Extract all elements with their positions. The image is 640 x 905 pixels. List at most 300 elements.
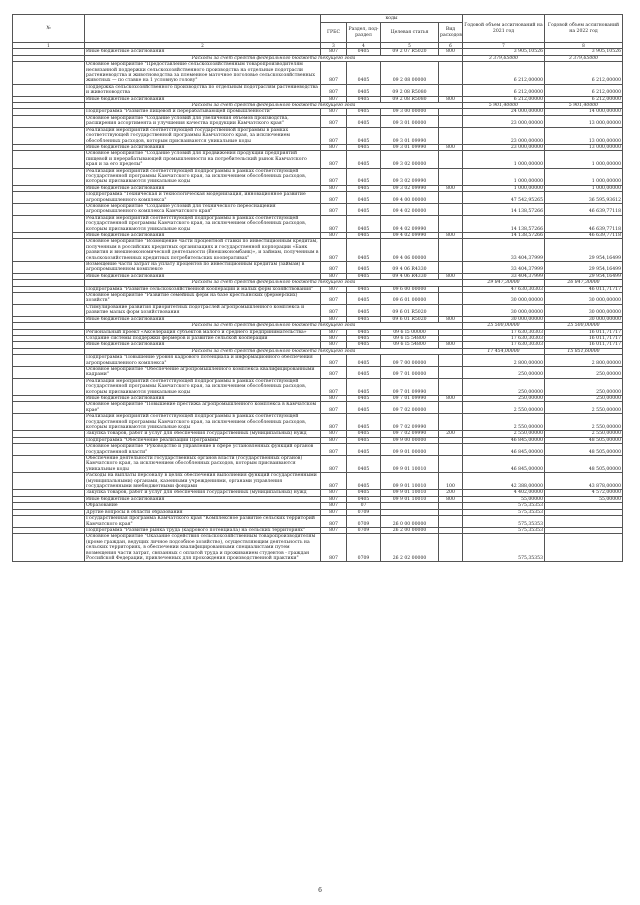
cell-name: Реализация мероприятий соответствующей подпрограммы в рамках соответствующей государственной программы Камчатского края, за исключением обособленных расходов, которым присваиваются уникальные коды [85,168,321,185]
cell-amount-2022: 30 000,00000 [545,304,623,316]
cell-amount-2021: 46 845,00000 [463,437,545,443]
cell-razdel: 0405 [347,402,381,414]
cell-vid [439,534,463,562]
cell-amount-2022: 29 954,16499 [545,262,623,274]
cell-celevaya: 09 2 07 R5020 [381,49,439,55]
cell-amount-2022: 6 212,00000 [545,62,623,85]
cell-razdel: 0405 [347,192,381,204]
cell-razdel: 0405 [347,437,381,443]
cell-subtotal-label: Расходы за счет средств федерального бюджета текущего года [85,323,463,329]
cell-celevaya: 09 9 00 00000 [381,437,439,443]
cell-vid: 800 [439,395,463,401]
cell-razdel: 0405 [347,293,381,305]
cell-name: Возмещение части затрат на уплату процентов по инвестиционным кредитам (займам) в агропромышленном комплексе [85,262,321,274]
cell-celevaya: 09 3 02 09990 [381,185,439,191]
cell-amount-2021: 575,35353 [463,503,545,509]
cell-grbs: 807 [321,62,347,85]
cell-grbs: 807 [321,378,347,395]
cell-num [13,239,85,262]
table-row [13,456,623,473]
cell-amount-2021: 3 379,65000 [463,55,545,61]
cell-num [13,366,85,378]
cell-grbs: 807 [321,503,347,509]
cell-amount-2021: 17 630,30303 [463,335,545,341]
table-row [13,516,623,528]
cell-amount-2021: 30 000,00000 [463,293,545,305]
cell-grbs: 807 [321,395,347,401]
cell-name: Расходы на выплаты персоналу в целях обеспечения выполнения функций государственными (муниципальными) органами, казенными учреждениями, органами управления государственными внебюджетными фондами [85,473,321,490]
cell-razdel: 0405 [347,84,381,96]
cell-vid [439,168,463,185]
cell-vid: 100 [439,473,463,490]
cell-celevaya: 09 7 01 09990 [381,378,439,395]
cell-grbs: 807 [321,402,347,414]
cell-grbs: 807 [321,342,347,348]
cell-celevaya: 09 3 01 00000 [381,115,439,127]
cell-amount-2021: 250,00000 [463,395,545,401]
cell-vid [439,378,463,395]
cell-celevaya: 09 3 01 09990 [381,144,439,150]
cell-grbs: 807 [321,262,347,274]
cell-name: Реализация мероприятий соответствующей подпрограммы в рамках соответствующей государственной программы Камчатского края, за исключением обособленных расходов, которым присваиваются уникальные коды [85,378,321,395]
cell-celevaya: 09 3 00 00000 [381,109,439,115]
cell-amount-2022: 6 212,00000 [545,84,623,96]
cell-amount-2022: 46 639,77118 [545,215,623,232]
cell-celevaya: 09 2 08 R5080 [381,84,439,96]
table-row [13,115,623,127]
cell-amount-2022: 16 011,71717 [545,342,623,348]
cell-amount-2022: 250,00000 [545,378,623,395]
cell-amount-2022: 1 000,00000 [545,168,623,185]
cell-vid: 800 [439,496,463,502]
cell-amount-2021: 1 000,00000 [463,168,545,185]
cell-amount-2022: 13 000,00000 [545,144,623,150]
cell-razdel: 0405 [347,115,381,127]
cell-grbs: 807 [321,316,347,322]
cell-amount-2021: 575,35353 [463,527,545,533]
header-grbs: ГРБС [321,23,347,43]
cell-celevaya: 09 4 02 00000 [381,203,439,215]
cell-celevaya: 26 2 00 00000 [381,527,439,533]
cell-num [13,355,85,367]
cell-amount-2021: 6 212,00000 [463,84,545,96]
cell-celevaya: 09 3 02 09990 [381,168,439,185]
header-celevaya: Целевая статья [381,23,439,43]
cell-name: Создание системы поддержки фермеров и развитие сельской кооперации [85,335,321,341]
table-row [13,378,623,395]
cell-grbs: 807 [321,127,347,144]
cell-amount-2021: 33 404,37999 [463,262,545,274]
cell-razdel: 0405 [347,414,381,431]
cell-razdel: 0405 [347,62,381,85]
cell-name: Образование [85,503,321,509]
budget-table-sheet [12,14,622,562]
cell-amount-2021: 23 000,00000 [463,115,545,127]
cell-vid: 800 [439,49,463,55]
cell-name: Основное мероприятие "Руководство и управление в сфере установленных функций органов государственной власти" [85,444,321,456]
cell-grbs: 807 [321,335,347,341]
cell-vid: 800 [439,273,463,279]
cell-grbs: 807 [321,437,347,443]
table-row [13,168,623,185]
cell-amount-2021: 2 550,00000 [463,414,545,431]
cell-grbs: 807 [321,185,347,191]
cell-num [13,192,85,204]
cell-grbs: 807 [321,516,347,528]
budget-table [12,14,623,562]
cell-celevaya: 09 3 02 00000 [381,151,439,168]
cell-amount-2022: 48 505,00000 [545,437,623,443]
cell-amount-2021: 1 000,00000 [463,151,545,168]
cell-num [13,203,85,215]
cell-grbs: 807 [321,96,347,102]
cell-name: Иные бюджетные ассигнования [85,395,321,401]
cell-razdel: 0405 [347,329,381,335]
col-num: 3 [321,43,347,49]
cell-amount-2022: 15 851,60000 [545,348,623,354]
cell-razdel: 0405 [347,490,381,496]
cell-subtotal-label: Расходы за счет средств федерального бюджета текущего года [85,280,463,286]
col-num: 2 [85,43,321,49]
cell-celevaya: 09 2 08 00000 [381,62,439,85]
cell-name: Иные бюджетные ассигнования [85,273,321,279]
cell-amount-2021: 250,00000 [463,366,545,378]
cell-celevaya: 09 9 01 10010 [381,473,439,490]
col-num: 8 [545,43,623,49]
cell-vid [439,456,463,473]
cell-num [13,456,85,473]
header-vid: Вид расходов [439,23,463,43]
cell-amount-2022: 16 011,71717 [545,335,623,341]
cell-amount-2021: 29 847,30000 [463,280,545,286]
table-row [13,203,623,215]
cell-name: Основное мероприятие "Создание условий для технического переоснащения агропромышленного комплекса Камчатского края" [85,203,321,215]
cell-celevaya: 09 9 01 10010 [381,490,439,496]
cell-name: Реализация мероприятий соответствующей подпрограммы в рамках соответствующей государственной программы Камчатского края, за исключением обособленных расходов, которым присваиваются уникальные коды [85,414,321,431]
cell-razdel: 0405 [347,144,381,150]
cell-razdel: 07 [347,503,381,509]
cell-amount-2022 [545,516,623,528]
cell-name: Подпрограмма "Техническая и технологическая модернизация, инновационное развитие агропромышленного комплекса" [85,192,321,204]
table-row [13,192,623,204]
cell-grbs: 807 [321,49,347,55]
cell-razdel: 0405 [347,127,381,144]
cell-name: Региональный проект «Акселерация субъектов малого и среднего предпринимательства» [85,329,321,335]
cell-grbs: 807 [321,509,347,515]
cell-vid [439,293,463,305]
cell-amount-2022: 14 000,00000 [545,109,623,115]
cell-razdel: 0405 [347,185,381,191]
cell-amount-2022: 30 000,00000 [545,316,623,322]
cell-celevaya: 09 4 06 R4330 [381,262,439,274]
cell-vid: 800 [439,185,463,191]
header-year-2022: Годовой объем ассигнований на 2022 год [545,15,623,43]
cell-celevaya: 09 2 08 R5080 [381,96,439,102]
cell-vid: 800 [439,233,463,239]
cell-amount-2021: 17 630,30303 [463,329,545,335]
cell-razdel: 0709 [347,527,381,533]
cell-grbs: 807 [321,203,347,215]
table-row [13,414,623,431]
cell-vid [439,151,463,168]
header-razdel: Раздел, под-раздел [347,23,381,43]
cell-celevaya: 09 9 01 00000 [381,444,439,456]
table-row [13,355,623,367]
cell-amount-2021: 575,35353 [463,516,545,528]
cell-grbs: 807 [321,192,347,204]
cell-subtotal-label: Расходы за счет средств федерального бюджета текущего года [85,103,463,109]
cell-razdel: 0405 [347,203,381,215]
cell-grbs: 807 [321,496,347,502]
cell-subtotal-label: Расходы за счет средств федерального бюджета текущего года [85,348,463,354]
table-row [13,304,623,316]
cell-num [13,168,85,185]
table-row [13,473,623,490]
cell-name: Основное мероприятие "Создание условий для продвижения продукции предприятий пищевой и перерабатывающей промышленности на потребительский рынок Камчатского края и за его пределы" [85,151,321,168]
cell-amount-2022: 2 800,00000 [545,355,623,367]
cell-num [13,473,85,490]
cell-vid [439,304,463,316]
cell-name: Государственная программа Камчатского края "Комплексное развитие сельских территорий Камчатского края" [85,516,321,528]
cell-amount-2022: 55,00000 [545,496,623,502]
cell-vid [439,262,463,274]
cell-name: Стимулирование развития приоритетных подотраслей агропромышленного комплекса и развитие малых форм хозяйствования [85,304,321,316]
cell-name: Основное мероприятие "Обеспечение агропромышленного комплекса квалифицированными кадрами" [85,366,321,378]
table-row [13,366,623,378]
cell-amount-2022: 13 000,00000 [545,115,623,127]
cell-num [13,402,85,414]
cell-grbs: 807 [321,293,347,305]
cell-amount-2021: 6 212,00000 [463,62,545,85]
cell-vid: 800 [439,342,463,348]
cell-grbs: 807 [321,286,347,292]
cell-amount-2021: 3 905,10526 [463,49,545,55]
cell-num [13,293,85,305]
cell-grbs: 807 [321,456,347,473]
cell-amount-2022: 29 954,16499 [545,273,623,279]
cell-vid [439,444,463,456]
cell-name: Подпрограмма "Повышение уровня кадрового потенциала и информационного обеспечения агропромышленного комплекса" [85,355,321,367]
cell-celevaya: 09 7 01 09990 [381,395,439,401]
cell-grbs: 807 [321,233,347,239]
cell-grbs: 807 [321,414,347,431]
cell-grbs: 807 [321,273,347,279]
cell-amount-2021: 575,35353 [463,534,545,562]
cell-amount-2021: 47 630,30303 [463,286,545,292]
cell-num [13,127,85,144]
table-row [13,151,623,168]
cell-celevaya: 09 7 02 00000 [381,402,439,414]
cell-celevaya: 09 6 00 00000 [381,286,439,292]
cell-name: Подпрограмма "Обеспечение реализации Программы" [85,437,321,443]
cell-name: Иные бюджетные ассигнования [85,185,321,191]
cell-num [13,151,85,168]
cell-vid [439,516,463,528]
cell-amount-2022: 2 550,00000 [545,402,623,414]
col-num: 1 [13,43,85,49]
cell-name: Основное мероприятие "Развитие семейных ферм на базе крестьянских (фермерских) хозяйств" [85,293,321,305]
cell-grbs: 807 [321,490,347,496]
cell-razdel: 0405 [347,215,381,232]
cell-grbs: 807 [321,355,347,367]
cell-amount-2021: 5 901,40000 [463,103,545,109]
cell-amount-2022: 43 878,00000 [545,473,623,490]
cell-razdel: 0405 [347,473,381,490]
cell-name: Иные бюджетные ассигнования [85,342,321,348]
cell-grbs: 807 [321,84,347,96]
cell-amount-2022: 46 639,77118 [545,233,623,239]
cell-name: Подпрограмма "Развитие пищевой и перерабатывающей промышленности" [85,109,321,115]
cell-name: Основное мероприятие "Создание условий для увеличения объемов производства, расширения ассортимента и улучшения качества продукции Камчатского края" [85,115,321,127]
cell-razdel: 0405 [347,96,381,102]
cell-name: Подпрограмма "Развитие рынка труда (кадрового потенциала) на сельских территориях" [85,527,321,533]
cell-vid: 200 [439,490,463,496]
cell-amount-2021: 23 000,00000 [463,127,545,144]
cell-amount-2021: 575,35353 [463,509,545,515]
cell-grbs: 807 [321,151,347,168]
cell-amount-2022: 3 905,10526 [545,49,623,55]
header-year-2021: Годовой объем ассигнований на 2021 год [463,15,545,43]
cell-razdel: 0405 [347,273,381,279]
cell-razdel: 0405 [347,109,381,115]
cell-razdel: 0405 [347,456,381,473]
col-num: 5 [381,43,439,49]
cell-amount-2021: 17 454,00000 [463,348,545,354]
cell-subtotal-label: Расходы за счет средств федерального бюджета текущего года [85,55,463,61]
cell-amount-2022: 29 954,16499 [545,239,623,262]
cell-vid [439,366,463,378]
cell-amount-2021: 6 212,00000 [463,96,545,102]
cell-amount-2022: 6 212,00000 [545,96,623,102]
cell-vid [439,62,463,85]
cell-amount-2021: 2 550,00000 [463,402,545,414]
cell-name: Иные бюджетные ассигнования [85,316,321,322]
cell-name: Основное мероприятие "Возмещение части процентной ставки по инвестиционным кредитам, полученным в российских кредитных организациях и государственной корпорации «Банк развития и внешнеэкономической деятельности (Внешэкономбанк)», и займам, полученным в сельскохозяйственных кредитных потребительских кооперативах" [86,239,319,261]
cell-amount-2021: 17 630,30303 [463,342,545,348]
cell-vid: 800 [439,316,463,322]
cell-amount-2022: 4 572,00000 [545,490,623,496]
cell-amount-2021: 14 138,57266 [463,203,545,215]
cell-amount-2022: 2 550,00000 [545,431,623,437]
cell-name: Иные бюджетные ассигнования [85,233,321,239]
cell-name: Иные бюджетные ассигнования [85,96,321,102]
cell-celevaya: 09 6 I5 54800 [381,335,439,341]
cell-grbs: 807 [321,527,347,533]
cell-vid: 200 [439,431,463,437]
cell-amount-2021: 2 800,00000 [463,355,545,367]
cell-vid [439,84,463,96]
cell-amount-2022: 16 011,71717 [545,329,623,335]
cell-name: Другие вопросы в области образования [85,509,321,515]
cell-grbs: 807 [321,115,347,127]
table-row [13,127,623,144]
cell-amount-2021: 33 404,37999 [463,273,545,279]
cell-celevaya: 09 7 02 09990 [381,414,439,431]
cell-vid [439,115,463,127]
cell-amount-2022: 26 847,30000 [545,280,623,286]
cell-razdel: 0405 [347,262,381,274]
cell-amount-2021: 25 500,00000 [463,323,545,329]
cell-amount-2022: 30 000,00000 [545,293,623,305]
cell-amount-2021: 4 402,00000 [463,490,545,496]
cell-name: Поддержка сельскохозяйственного производства по отдельным подотраслям растениеводства и животноводства [85,84,321,96]
cell-num [13,262,85,274]
header-num: № [13,15,85,43]
cell-grbs: 807 [321,239,347,262]
cell-grbs: 807 [321,329,347,335]
cell-amount-2022: 46 639,77118 [545,203,623,215]
cell-celevaya: 09 9 01 10010 [381,456,439,473]
cell-razdel: 0405 [347,233,381,239]
table-row [13,402,623,414]
cell-razdel: 0405 [347,366,381,378]
cell-razdel: 0405 [347,496,381,502]
cell-grbs: 807 [321,304,347,316]
cell-vid: 800 [439,144,463,150]
cell-num [13,304,85,316]
cell-name: Обеспечение деятельности государственных органов власти (государственных органов) Камчатского края, за исключением обособленных расходов, которым присваиваются уникальные коды [85,456,321,473]
col-num: 7 [463,43,545,49]
cell-amount-2022: 25 500,00000 [545,323,623,329]
cell-amount-2022: 36 595,93612 [545,192,623,204]
cell-celevaya: 09 7 01 00000 [381,366,439,378]
cell-num [13,414,85,431]
cell-vid [439,127,463,144]
cell-amount-2021: 14 138,57266 [463,233,545,239]
table-row [13,84,623,96]
cell-num [13,534,85,562]
cell-razdel: 0405 [347,378,381,395]
cell-vid [439,414,463,431]
cell-amount-2021: 1 000,00000 [463,185,545,191]
cell-amount-2021: 33 404,37999 [463,239,545,262]
cell-celevaya: 09 7 00 00000 [381,355,439,367]
cell-amount-2022: 46 011,71717 [545,286,623,292]
cell-celevaya: 09 4 02 09990 [381,215,439,232]
cell-amount-2022: 1 000,00000 [545,151,623,168]
cell-celevaya: 09 4 02 09990 [381,233,439,239]
cell-num [13,516,85,528]
cell-celevaya: 09 7 02 09990 [381,431,439,437]
cell-num [13,62,85,85]
cell-celevaya: 09 6 01 00000 [381,293,439,305]
cell-name: Иные бюджетные ассигнования [85,49,321,55]
cell-celevaya: 09 3 01 09990 [381,127,439,144]
cell-amount-2021: 24 000,00000 [463,109,545,115]
cell-amount-2021: 14 138,57266 [463,215,545,232]
cell-vid [439,203,463,215]
cell-num [13,378,85,395]
cell-amount-2022: 250,00000 [545,395,623,401]
cell-name: Иные бюджетные ассигнования [85,496,321,502]
cell-amount-2021: 47 542,95265 [463,192,545,204]
cell-amount-2021: 2 550,00000 [463,431,545,437]
header-name [85,15,321,43]
cell-razdel: 0709 [347,534,381,562]
table-row [13,239,623,262]
cell-amount-2022: 3 379,65000 [545,55,623,61]
cell-name: Основное мероприятие "Оказание содействия сельскохозяйственным товаропроизводителям (кроме граждан, ведущих личное подсобное хозяйство), осуществляющим деятельность на сельских территориях, в обеспечении квалифицированными специалистами путем возмещения части затрат, связанных с оплатой труда и проживанием студентов - граждан Российской Федерации, привлеченных для прохождения производственной практики" [85,534,321,562]
cell-razdel: 0405 [347,431,381,437]
cell-grbs: 807 [321,444,347,456]
cell-name: Иные бюджетные ассигнования [85,144,321,150]
cell-razdel: 0709 [347,509,381,515]
cell-grbs: 807 [321,431,347,437]
cell-celevaya: 09 6 01 R5020 [381,316,439,322]
cell-razdel: 0405 [347,168,381,185]
table-row [13,534,623,562]
cell-celevaya: 09 4 06 00000 [381,239,439,262]
